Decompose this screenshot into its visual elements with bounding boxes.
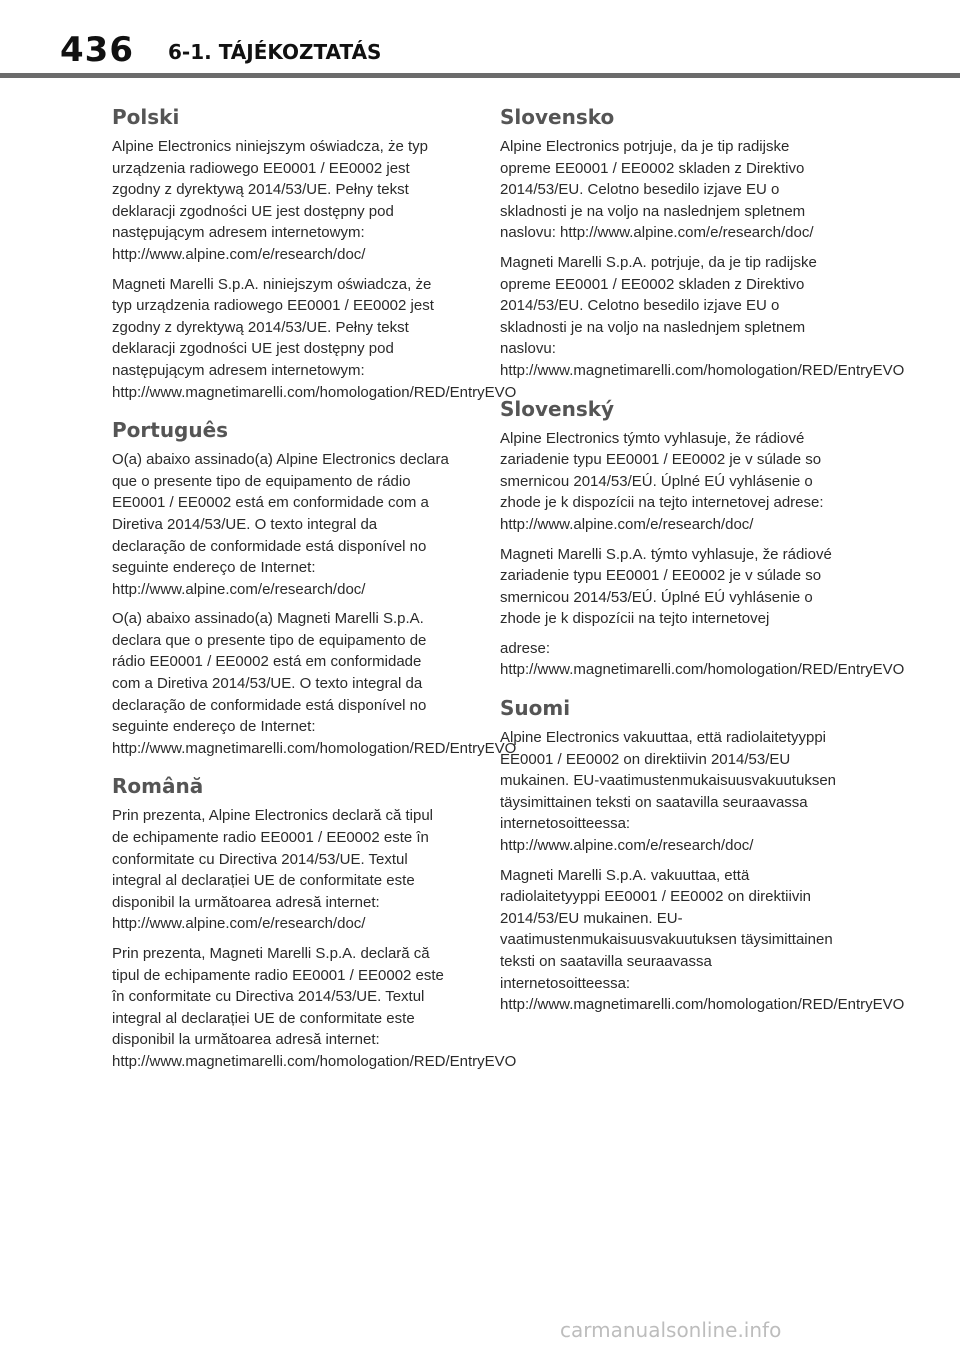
section-slovensko xyxy=(500,104,905,382)
paragraph-portugues-alpine: O(a) abaixo assinado(a) Alpine Electronics declara que o presente tipo de equipamento de rádio EE0001 / EE0002 está em conformidade com a Diretiva 2014/53/UE. O texto integral da declaração de conformidade está disponível no seguinte endereço de Internet: http://www.alpine.com/e/research/doc/ xyxy=(112,451,449,598)
section-portugues xyxy=(112,417,517,759)
section-title-portugues: Português xyxy=(112,418,229,443)
watermark: carmanualsonline.info xyxy=(560,1318,782,1342)
paragraph-romana-alpine: Prin prezenta, Alpine Electronics declară că tipul de echipamente radio EE0001 / EE0002 este în conformitate cu Directiva 2014/53/UE. Textul integral al declarației UE de conformitate este disponibil la următoarea adresă internet: http://www.alpine.com/e/research/doc/ xyxy=(112,807,434,933)
paragraph-slovensky-alpine: Alpine Electronics týmto vyhlasuje, že rádiové zariadenie typu EE0001 / EE0002 je v súlade so smernicou 2014/53/EÚ. Úplné EÚ vyhlásenie o zhode je k dispozícii na tejto internetovej adrese: http://www.alpine.com/e/research/doc/ xyxy=(500,429,824,533)
paragraph-suomi-marelli: Magneti Marelli S.p.A. vakuuttaa, että radiolaitetyyppi EE0001 / EE0002 on direktiivin 2014/53/EU mukainen. EU-vaatimustenmukaisuusvakuutuksen täysimittainen teksti on saatavilla seuraavassa internetosoitteessa: http://www.magnetimarelli.com/homologation/RED/EntryEVO xyxy=(500,866,905,1014)
paragraph-suomi-alpine: Alpine Electronics vakuuttaa, että radiolaitetyyppi EE0001 / EE0002 on direktiivin 2014/53/EU mukainen. EU-vaatimustenmukaisuusvakuutuksen täysimittainen teksti on saatavilla seuraavassa internetosoitteessa: http://www.alpine.com/e/research/doc/ xyxy=(500,729,836,855)
page-number: 436 xyxy=(60,30,134,70)
right-column xyxy=(500,104,905,1030)
left-column xyxy=(112,104,517,1087)
section-title-polski: Polski xyxy=(112,105,180,129)
section-slovensky xyxy=(500,396,905,682)
paragraph-portugues-marelli: O(a) abaixo assinado(a) Magneti Marelli S.p.A. declara que o presente tipo de equipamento de rádio EE0001 / EE0002 está em conformidade com a Diretiva 2014/53/UE. O texto integral da declaração de conformidade está disponível no seguinte endereço de Internet: http://www.magnetimarelli.com/homologation/RED/EntryEVO xyxy=(112,610,517,757)
section-polski xyxy=(112,104,517,403)
paragraph-polski-marelli: Magneti Marelli S.p.A. niniejszym oświadcza, że typ urządzenia radiowego EE0001 / EE0002 jest zgodny z dyrektywą 2014/53/UE. Pełny tekst deklaracji zgodności UE jest dostępny pod następującym adresem internetowym: http://www.magnetimarelli.com/homologation/RED/EntryEVO xyxy=(112,275,517,401)
paragraph-romana-marelli: Prin prezenta, Magneti Marelli S.p.A. declară că tipul de echipamente radio EE0001 / EE0002 este în conformitate cu Directiva 2014/53/UE. Textul integral al declarației UE de conformitate este disponibil la următoarea adresă internet: http://www.magnetimarelli.com/homologation/RED/EntryEVO xyxy=(112,945,517,1070)
section-title-suomi: Suomi xyxy=(500,696,571,721)
paragraph-slovensko-alpine: Alpine Electronics potrjuje, da je tip radijske opreme EE0001 / EE0002 skladen z Direktivo 2014/53/EU. Celotno besedilo izjave EU o skladnosti je na voljo na naslednjem spletnem naslovu: http://www.alpine.com/e/research/doc/ xyxy=(500,138,814,242)
section-title-slovensko: Slovensko xyxy=(500,105,615,129)
section-suomi xyxy=(500,695,905,1016)
page-header xyxy=(0,0,960,78)
section-title-slovensky: Slovenský xyxy=(500,396,615,421)
section-romana xyxy=(112,773,517,1072)
section-title-romana: Română xyxy=(112,774,204,799)
header-rule xyxy=(0,73,960,78)
paragraph-slovensky-marelli-a: Magneti Marelli S.p.A. týmto vyhlasuje, že rádiové zariadenie typu EE0001 / EE0002 je v súlade so smernicou 2014/53/EÚ. Úplné EÚ vyhlásenie o zhode je k dispozícii na tejto internetovej xyxy=(500,545,832,628)
paragraph-polski-alpine: Alpine Electronics niniejszym oświadcza, że typ urządzenia radiowego EE0001 / EE0002 jest zgodny z dyrektywą 2014/53/UE. Pełny tekst deklaracji zgodności UE jest dostępny pod następującym adresem internetowym: http://www.alpine.com/e/research/doc/ xyxy=(112,138,428,263)
chapter-title: 6-1. TÁJÉKOZTATÁS xyxy=(168,40,382,64)
paragraph-slovensky-marelli-b: adrese: http://www.magnetimarelli.com/homologation/RED/EntryEVO xyxy=(500,639,905,679)
paragraph-slovensko-marelli: Magneti Marelli S.p.A. potrjuje, da je tip radijske opreme EE0001 / EE0002 skladen z Direktivo 2014/53/EU. Celotno besedilo izjave EU o skladnosti je na voljo na naslednjem spletnem naslovu: http://www.magnetimarelli.com/homologation/RED/EntryEVO xyxy=(500,253,905,379)
